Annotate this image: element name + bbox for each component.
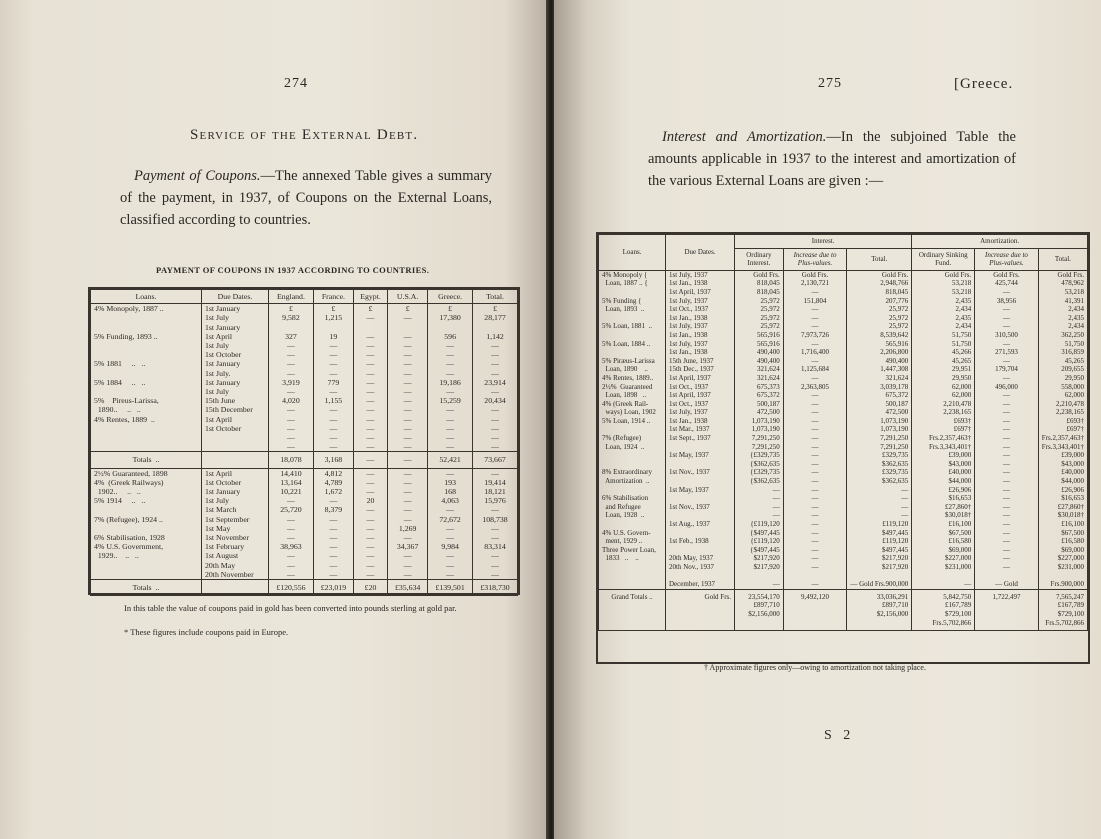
- table-footnote: * These figures include coupons paid in Europe.: [124, 627, 289, 637]
- grand-increase-sinking: 1,722,497: [975, 589, 1039, 630]
- grand-ordinary-sinking: 5,842,750 £167,789 $729,100 Frs.5,702,866: [912, 589, 975, 630]
- usa-cell: £ — — — — — — — — — — — — — —: [388, 304, 428, 452]
- header-due-dates: Due Dates.: [202, 290, 269, 304]
- total-amortization-cell: Gold Frs. 478,962 53,218 41,391 2,434 2,435 2,434 362,250 51,750 316,859 45,265 209,655 29,950 558,000 62,000 2,210,478 2,238,165 £693† £697† Frs.2,357,463† Frs.3,343,401† £39,000 $43,000 £40,000 $44,000 £26,906 $16,653 £27,860† $30,018† £16,100 $67,500 £16,580 $69,000 $227,000 $231,000 Frs.900,000: [1038, 270, 1087, 589]
- total-interest-cell: Gold Frs. 2,948,766 818,045 207,776 25,972 25,972 25,972 8,539,642 565,916 2,206,800 490,400 1,447,308 321,624 3,039,178 675,372 500,187 472,500 1,073,190 1,073,190 7,291,250 7,291,250 £329,735 $362,635 £329,735 $362,635 — — — — £119,120 $497,445 £119,120 $497,445 $217,920 $217,920 — Gold Frs.900,000: [847, 270, 912, 589]
- grand-france: £23,019: [313, 580, 353, 596]
- table-row: [599, 270, 1088, 589]
- dates-cell: 1st July, 1937 1st Jan., 1938 1st April, 1937 1st July, 1937 1st Oct., 1937 1st Jan., 1938 1st July, 1937 1st Jan., 1938 1st July, 1937 1st Jan., 1938 15th June, 1937 15th Dec., 1937 1st April, 1937 1st Oct., 1937 1st April, 1937 1st Oct., 1937 1st July, 1937 1st Jan., 1938 1st Mar., 1937 1st Sept., 1937 1st May, 1937 1st Nov., 1937 1st May, 1937 1st Nov., 1937 1st Aug., 1937 1st Feb., 1938 20th May, 1937 20th Nov., 1937 December, 1937: [666, 270, 735, 589]
- signature-mark: S 2: [824, 728, 855, 743]
- total-cell: — 19,414 18,121 15,976 — 108,738 — — 83,314 — — —: [473, 468, 518, 579]
- table-note: In this table the value of coupons paid in gold has been converted into pounds sterling at gold par.: [124, 603, 457, 613]
- paragraph-label: Payment of Coupons.: [134, 168, 261, 184]
- subtotal-usa: —: [388, 452, 428, 468]
- egypt-cell: — — — 20 — — — — — — — —: [353, 468, 387, 579]
- grand-greece: £139,501: [428, 580, 473, 596]
- dates-cell: 1st January 1st July 1st January 1st April 1st July 1st October 1st January 1st July. 1st January 1st July 15th June 15th December 1st April 1st October: [202, 304, 269, 452]
- england-cell: £ 9,582 327 — — — — 3,919 — 4,020 — — — — —: [269, 304, 314, 452]
- increase-interest-cell: Gold Frs. 2,130,721 — 151,804 — — — 7,973,726 — 1,716,400 — 1,125,684 — 2,363,805 — — — — — — — — — — — — — — — — — — — — — —: [783, 270, 847, 589]
- header-total-amortization: Total.: [1038, 248, 1087, 270]
- grand-total-interest: 33,036,291 £897,710 $2,156,000: [847, 589, 912, 630]
- interest-table: [598, 234, 1088, 631]
- paragraph-text: —The annexed Table gives a summary of the payment, in 1937, of Coupons on the External Loans, classified according to countries.: [120, 168, 492, 228]
- dates-cell: 1st April 1st October 1st January 1st July 1st March 1st September 1st May 1st November 1st February 1st August 20th May 20th November: [202, 468, 269, 579]
- egypt-cell: £ — — — — — — — — — — — — — —: [353, 304, 387, 452]
- grand-total-label: Grand Totals ..: [599, 589, 666, 630]
- paragraph-label: Interest and Amortization.: [662, 129, 827, 145]
- loans-cell: 2½% Guaranteed, 1898 4% (Greek Railways) 1902.. .. .. 5% 1914 .. .. 7% (Refugee), 1924 .. 6% Stabilisation, 1928 4% U.S. Government, 1929.. .. ..: [91, 468, 202, 579]
- header-usa: U.S.A.: [388, 290, 428, 304]
- subtotal-england: 18,078: [269, 452, 314, 468]
- grand-ordinary-interest: 23,554,170 £897,710 $2,156,000: [735, 589, 784, 630]
- header-total: Total.: [473, 290, 518, 304]
- header-due-dates: Due Dates.: [666, 235, 735, 271]
- subtotal-row: [91, 452, 518, 468]
- subtotal-greece: 52,421: [428, 452, 473, 468]
- intro-paragraph: [120, 165, 492, 231]
- page-number: 274: [284, 76, 308, 91]
- grand-increase-interest: 9,492,120: [783, 589, 847, 630]
- intro-paragraph: [648, 126, 1016, 192]
- page-number: 275: [818, 76, 842, 91]
- grand-total-label: Totals ..: [91, 580, 202, 596]
- france-cell: 4,812 4,789 1,672 — 8,379 — — — — — — —: [313, 468, 353, 579]
- england-cell: 14,410 13,164 10,221 — 25,720 — — — 38,963 — — —: [269, 468, 314, 579]
- increase-sinking-cell: Gold Frs. 425,744 — 38,956 — — — 310,500 — 271,593 — 179,704 — 496,000 — — — — — — — — — — — — — — — — — — — — — — Gold: [975, 270, 1039, 589]
- header-egypt: Egypt.: [353, 290, 387, 304]
- subtotal-total: 73,667: [473, 452, 518, 468]
- header-loans: Loans.: [599, 235, 666, 271]
- left-page: [0, 0, 548, 839]
- grand-total-row: [599, 589, 1088, 630]
- grand-total-row: [91, 580, 518, 596]
- coupons-table: [90, 289, 518, 596]
- header-total-interest: Total.: [847, 248, 912, 270]
- subtotal-france: 3,168: [313, 452, 353, 468]
- table-caption: PAYMENT OF COUPONS IN 1937 ACCORDING TO COUNTRIES.: [156, 265, 430, 275]
- header-england: England.: [269, 290, 314, 304]
- header-ordinary-sinking: Ordinary Sinking Fund.: [912, 248, 975, 270]
- ordinary-sinking-cell: Gold Frs. 53,218 53,218 2,435 2,434 2,435 2,434 51,750 51,750 45,266 45,265 29,951 29,950 62,000 62,000 2,210,478 2,238,165 £693† £697† Frs.2,357,463† Frs.3,343,401† £39,000 $43,000 £40,000 $44,000 £26,906 $16,653 £27,860† $30,018† £16,100 $67,500 £16,580 $69,000 $227,000 $231,000 —: [912, 270, 975, 589]
- grand-total-amortization: 7,565,247 £167,789 $729,100 Frs.5,702,866: [1038, 589, 1087, 630]
- grand-england: £120,556: [269, 580, 314, 596]
- header-interest-group: Interest.: [735, 235, 912, 249]
- total-cell: £ 28,177 1,142 — — — — 23,914 — 20,434 — — — — —: [473, 304, 518, 452]
- section-heading: Service of the External Debt.: [190, 127, 419, 143]
- grand-usa: £35,634: [388, 580, 428, 596]
- header-loans: Loans.: [91, 290, 202, 304]
- loans-cell: 4% Monopoly, 1887 .. 5% Funding, 1893 .. 5% 1881 .. .. 5% 1884 .. .. 5% Pireus-Larissa, 1890.. .. .. 4% Rentes, 1889 ..: [91, 304, 202, 452]
- header-greece: Greece.: [428, 290, 473, 304]
- greece-cell: £ 17,380 596 — — — — 19,186 — 15,259 — — — — —: [428, 304, 473, 452]
- header-increase-sinking: Increase due to Plus-values.: [975, 248, 1039, 270]
- header-amortization-group: Amortization.: [912, 235, 1088, 249]
- table-footnote: † Approximate figures only—owing to amortization not taking place.: [704, 663, 926, 672]
- loans-cell: 4% Monopoly { Loan, 1887 .. { 5% Funding { Loan, 1893 .. 5% Loan, 1881 .. 5% Loan, 1884 .. 5% Piræus-Larissa Loan, 1890 .. 4% Rentes, 1889.. 2½% Guaranteed Loan, 1898 .. 4% (Greek Rail- ways) Loan, 1902 5% Loan, 1914 .. 7% (Refugee) Loan, 1924 .. 8% Extraordinary Amortization .. 6% Stabilisation and Refugee Loan, 1928 .. 4% U.S. Govern- ment, 1929 .. Three Power Loan, 1833 .. ..: [599, 270, 666, 589]
- usa-cell: — — — — — — 1,269 — 34,367 — — —: [388, 468, 428, 579]
- header-ordinary-interest: Ordinary Interest.: [735, 248, 784, 270]
- interest-table-frame: [596, 232, 1090, 664]
- table-row: [91, 468, 518, 579]
- subtotal-egypt: —: [353, 452, 387, 468]
- greece-cell: — 193 168 4,063 — 72,672 — — 9,984 — — —: [428, 468, 473, 579]
- table-row: [91, 304, 518, 452]
- ordinary-interest-cell: Gold Frs. 818,045 818,045 25,972 25,972 25,972 25,972 565,916 565,916 490,400 490,400 321,624 321,624 675,373 675,372 500,187 472,500 1,073,190 1,073,190 7,291,250 7,291,250 {£329,735 {$362,635 {£329,735 {$362,635 — — — — {£119,120 {$497,445 {£119,120 {$497,445 $217,920 $217,920 —: [735, 270, 784, 589]
- header-increase-interest: Increase due to Plus-values.: [783, 248, 847, 270]
- table-header-row: [91, 290, 518, 304]
- grand-egypt: £20: [353, 580, 387, 596]
- subtotal-label: Totals ..: [91, 452, 202, 468]
- table-group-header-row: [599, 235, 1088, 249]
- header-france: France.: [313, 290, 353, 304]
- coupons-table-frame: [88, 287, 520, 595]
- right-page: [554, 0, 1101, 839]
- grand-total-unit: Gold Frs.: [666, 589, 735, 630]
- country-header: [Greece.: [954, 76, 1014, 92]
- france-cell: £ 1,215 19 — — — — 779 — 1,155 — — — — —: [313, 304, 353, 452]
- grand-total: £318,730: [473, 580, 518, 596]
- paragraph-text: —In the subjoined Table the amounts applicable in 1937 to the interest and amortization of the various External Loans are given :—: [648, 129, 1016, 189]
